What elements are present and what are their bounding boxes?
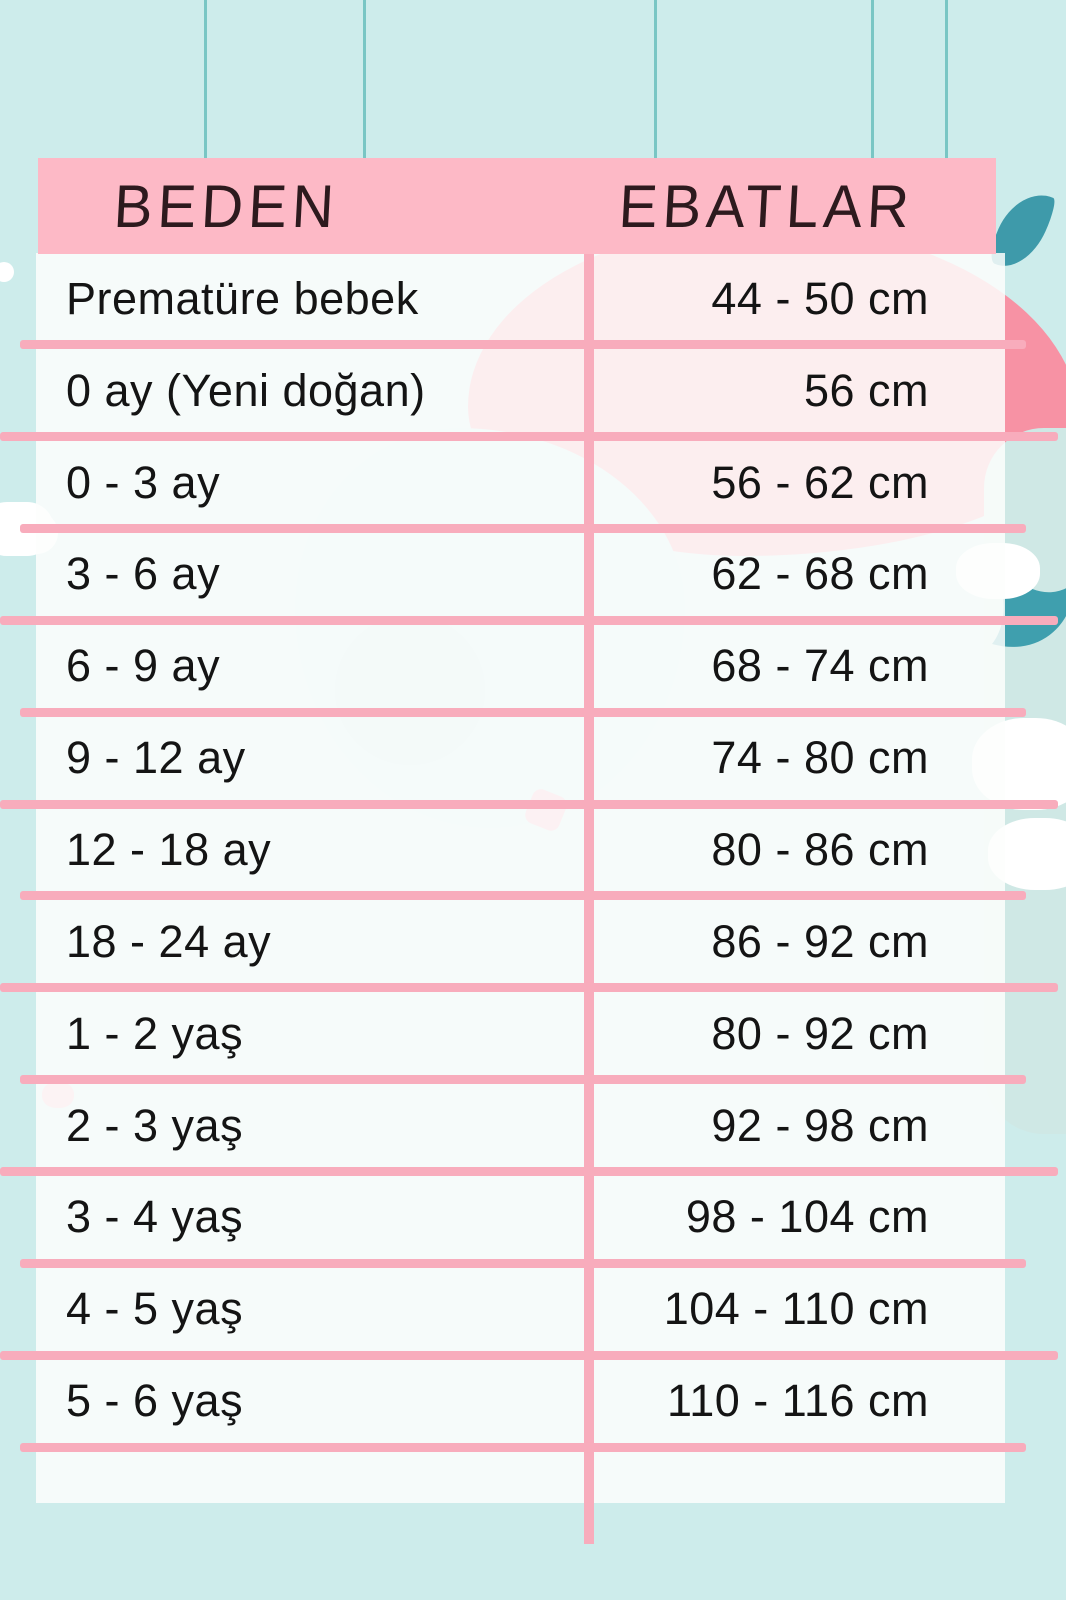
row-divider-line <box>20 1259 1026 1268</box>
size-cell: 3 - 6 ay <box>66 548 221 600</box>
hanging-string-line <box>654 0 657 160</box>
range-cell: 80 - 92 cm <box>711 1007 929 1059</box>
size-cell: 12 - 18 ay <box>66 823 272 875</box>
size-cell: 0 - 3 ay <box>66 456 221 508</box>
row-divider-line <box>0 432 1058 441</box>
row-divider-line <box>20 340 1026 349</box>
range-cell: 68 - 74 cm <box>711 640 929 692</box>
header-dimensions-label: EBATLAR <box>617 172 916 240</box>
range-cell: 92 - 98 cm <box>711 1099 929 1151</box>
size-cell: 18 - 24 ay <box>66 915 272 967</box>
range-cell: 56 cm <box>803 364 929 416</box>
hanging-string-line <box>204 0 207 160</box>
size-cell: 6 - 9 ay <box>66 640 221 692</box>
header-size-label: BEDEN <box>112 172 341 240</box>
hanging-string-line <box>945 0 948 160</box>
range-cell: 86 - 92 cm <box>711 915 929 967</box>
row-divider-line <box>20 1075 1026 1084</box>
row-divider-line <box>20 524 1026 533</box>
table-row <box>36 620 1005 712</box>
row-divider-line <box>20 891 1026 900</box>
table-row <box>36 253 1005 345</box>
column-divider-line <box>584 253 594 1544</box>
range-cell: 98 - 104 cm <box>685 1191 929 1243</box>
row-divider-line <box>0 1351 1058 1360</box>
size-cell: 2 - 3 yaş <box>66 1099 244 1151</box>
table-row <box>36 896 1005 988</box>
table-row <box>36 1355 1005 1447</box>
range-cell: 62 - 68 cm <box>711 548 929 600</box>
size-cell: 9 - 12 ay <box>66 732 246 784</box>
range-cell: 56 - 62 cm <box>711 456 929 508</box>
size-cell: Prematüre bebek <box>66 272 419 324</box>
range-cell: 74 - 80 cm <box>711 732 929 784</box>
size-cell: 1 - 2 yaş <box>66 1007 244 1059</box>
size-cell: 0 ay (Yeni doğan) <box>66 364 426 416</box>
dot-decoration <box>0 262 14 282</box>
table-row <box>36 1080 1005 1172</box>
hanging-string-line <box>871 0 874 160</box>
table-row <box>36 1171 1005 1263</box>
row-divider-line <box>20 708 1026 717</box>
range-cell: 44 - 50 cm <box>711 272 929 324</box>
size-cell: 3 - 4 yaş <box>66 1191 244 1243</box>
table-header <box>38 158 996 254</box>
table-row <box>36 804 1005 896</box>
row-divider-line <box>0 1167 1058 1176</box>
row-divider-line <box>0 616 1058 625</box>
hanging-string-line <box>363 0 366 160</box>
row-divider-line <box>0 800 1058 809</box>
row-divider-line <box>0 983 1058 992</box>
range-cell: 80 - 86 cm <box>711 823 929 875</box>
size-cell: 5 - 6 yaş <box>66 1375 244 1427</box>
table-row <box>36 345 1005 437</box>
table-row <box>36 1263 1005 1355</box>
size-cell: 4 - 5 yaş <box>66 1283 244 1335</box>
table-row <box>36 988 1005 1080</box>
range-cell: 110 - 116 cm <box>667 1375 929 1427</box>
range-cell: 104 - 110 cm <box>663 1283 929 1335</box>
table-row <box>36 529 1005 621</box>
table-row <box>36 712 1005 804</box>
size-table-body <box>36 253 1005 1503</box>
table-row <box>36 437 1005 529</box>
row-divider-line <box>20 1443 1026 1452</box>
